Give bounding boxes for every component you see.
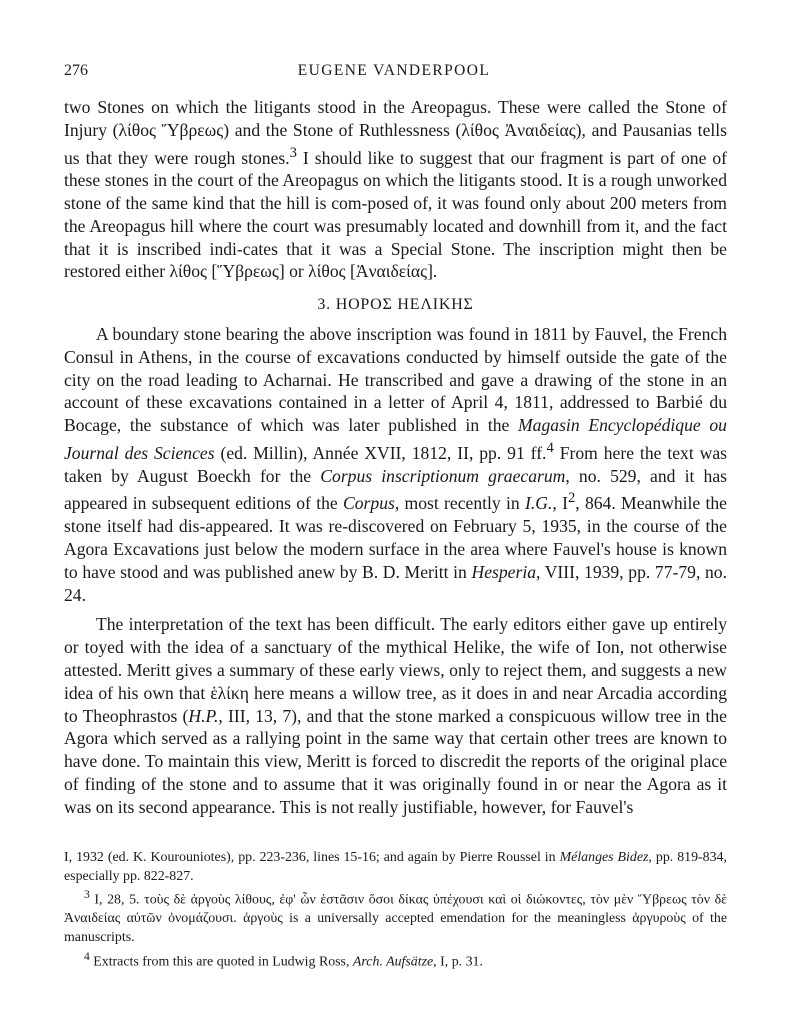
page-number: 276 — [64, 62, 88, 79]
paragraph-boundary-stone: A boundary stone bearing the above inscription was found in 1811 by Fauvel, the French Consul in Athens, in the course of excavations conducted by himself outside the gate of the city on the road leading to Acharnai. He transcribed and gave a drawing of the stone in an account of these excavations contained in a letter of April 4, 1811, addressed to Barbié du Bocage, the substance of which was later published in the Magasin Encyclopédique ou Journal des Sciences (ed. Millin), Année XVII, 1812, II, pp. 91 ff.$^4$ From here the text was taken by August Boeckh for the Corpus inscriptionum graecarum, no. 529, and it has appeared in subsequent editions of the Corpus, most recently in I.G., $I^2$, 864. Meanwhile the stone itself had dis-appeared. It was re-discovered on February 5, 1935, in the course of the Agora Excavations just below the modern surface in the area where Fauvel's house is known to have stood and was published anew by B. D. Meritt in Hesperia, VIII, 1939, pp. 77-79, no. 24. — [64, 324, 727, 605]
page-header — [64, 62, 724, 86]
footnote-continuation: I, 1932 (ed. K. Kourouniotes), pp. 223-236, lines 15-16; and again by Pierre Roussel in Mélanges Bidez, pp. 819-834, especially pp. 822-827. — [64, 850, 727, 884]
footnote-3: $^3$ I, 28, 5. τοὺς δὲ ἀργοὺς λίθους, ἐφ' ὧν ἑστᾶσιν ὅσοι δίκας ὑπέχουσι καὶ οἱ διώκοντες, τὸν μὲν Ὕβρεως τὸν δὲ Ἀναιδείας αὐτῶν ὀνομάζουσι. ἀργοὺς is a universally accepted emendation for the meaningless ἀργυροὺς of the manuscripts. — [64, 888, 727, 945]
footnotes — [64, 849, 727, 972]
footnote-ref-4: 4 — [546, 440, 554, 457]
main-text — [64, 96, 727, 818]
running-head: EUGENE VANDERPOOL — [297, 62, 491, 79]
paragraph-stones: two Stones on which the litigants stood in the Areopagus. These were called the Stone of Injury (λίθος Ὕβρεως) and the Stone of Ruthlessness (λίθος Ἀναιδείας), and Pausanias tells us that they were rough stones.$^3$ I should like to suggest that our fragment is part of one of these stones in the court of the Areopagus on which the litigants stood. It is a rough unworked stone of the same kind that the hill is com-posed of, it was found only about 200 meters from the Areopagus hill where the court was presumably located and downhill from it, and the fact that it is inscribed indi-cates that it was a Special Stone. The inscription might then be restored either λίθος [Ὕβρεως] or λίθος [Ἀναιδείας]. — [64, 97, 728, 282]
footnote-ref-3: 3 — [289, 144, 297, 161]
section-title: 3. ΗΟΡΟΣ ΗΕΛΙΚΗΣ — [317, 296, 474, 314]
paragraph-interpretation: The interpretation of the text has been difficult. The early editors either gave up entirely or toyed with the idea of a sanctuary of the mythical Helike, the wife of Ion, not otherwise attested. Meritt gives a summary of these early views, only to reject them, and suggests a new idea of his own that ἑλίκη here means a willow tree, as it does in and near Arcadia according to Theophrastos (H.P., III, 13, 7), and that the stone marked a conspicuous willow tree in the Agora which served as a rallying point in the same way that certain other trees are known to have done. To maintain this view, Meritt is forced to discredit the reports of the original place of finding of the stone and to assume that it was originally found in or near the Agora as it was on its second appearance. This is not really justifiable, however, for Fauvel's — [64, 614, 727, 817]
footnote-4: $^4$ Extracts from this are quoted in Ludwig Ross, Arch. Aufsätze, I, p. 31. — [84, 949, 483, 970]
